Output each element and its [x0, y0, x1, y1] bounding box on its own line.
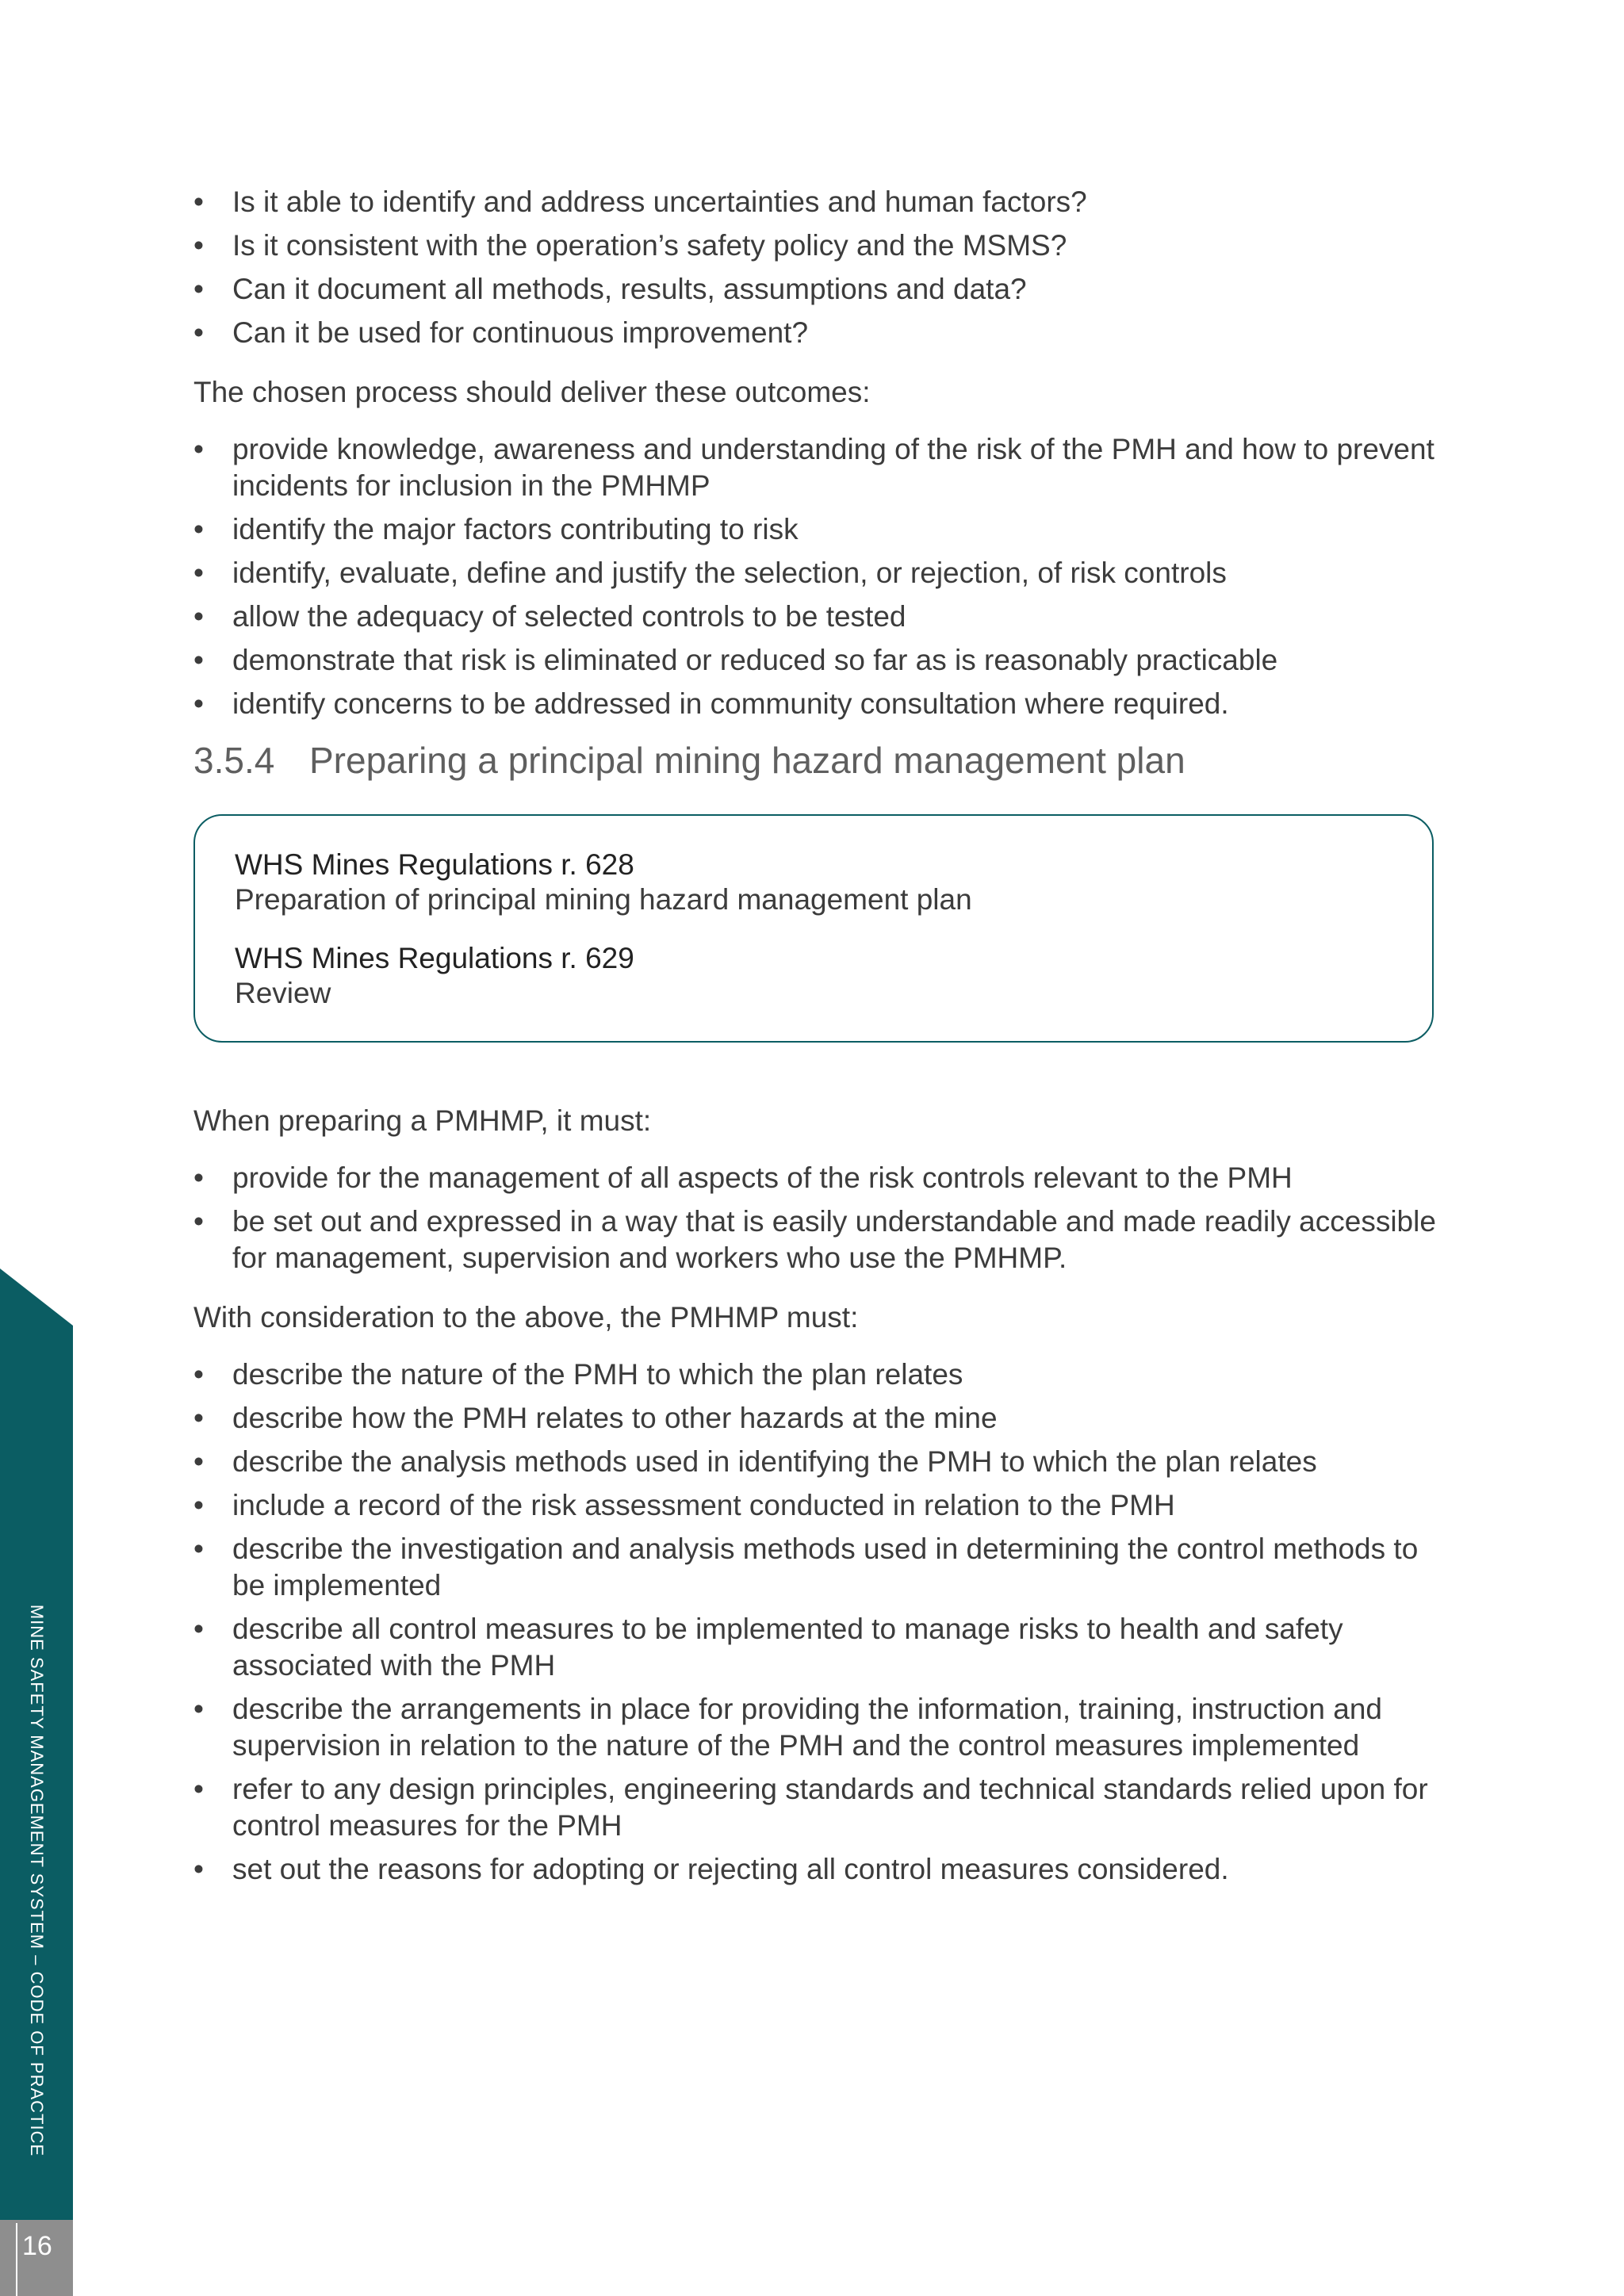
- list-item: • describe the investigation and analysis methods used in determining the control methods to be implemented: [193, 1531, 1438, 1604]
- list-item: • include a record of the risk assessment conducted in relation to the PMH: [193, 1487, 1438, 1524]
- list-item: • set out the reasons for adopting or rejecting all control measures considered.: [193, 1851, 1438, 1888]
- regulations-box: [193, 814, 1434, 1043]
- section-title: Preparing a principal mining hazard management plan: [309, 740, 1185, 781]
- list-item: • identify, evaluate, define and justify the selection, or rejection, of risk controls: [193, 555, 1438, 591]
- preparing-intro: When preparing a PMHMP, it must:: [193, 1104, 652, 1137]
- list-item: • be set out and expressed in a way that is easily understandable and made readily accessible for management, supervision and workers who use the PMHMP.: [193, 1203, 1438, 1276]
- section-number: 3.5.4: [193, 740, 275, 781]
- regulation-description: Preparation of principal mining hazard management plan: [235, 883, 972, 916]
- list-item: • identify the major factors contributing to risk: [193, 511, 1438, 548]
- regulation-title: WHS Mines Regulations r. 628: [235, 848, 634, 881]
- list-item: • identify concerns to be addressed in community consultation where required.: [193, 686, 1438, 722]
- list-item: • describe the arrangements in place for providing the information, training, instruction and supervision in relation to the nature of the PMH and the control measures implemented: [193, 1691, 1438, 1764]
- section-heading: [193, 738, 1438, 783]
- list-item: • provide for the management of all aspects of the risk controls relevant to the PMH: [193, 1160, 1438, 1196]
- main-content: [193, 184, 1438, 1895]
- must-list: [193, 1357, 1438, 1888]
- must-intro: With consideration to the above, the PMHMP must:: [193, 1301, 859, 1334]
- page-number-rule: [16, 2223, 17, 2296]
- question-list: [193, 184, 1438, 351]
- outcomes-list: [193, 431, 1438, 722]
- list-item: • describe how the PMH relates to other hazards at the mine: [193, 1400, 1438, 1437]
- sidebar-title-text: MINE SAFETY MANAGEMENT SYSTEM – CODE OF PRACTICE: [27, 1604, 47, 2157]
- page-number: 16: [22, 2231, 52, 2261]
- list-item: • describe all control measures to be implemented to manage risks to health and safety associated with the PMH: [193, 1611, 1438, 1684]
- page-number-box: [0, 2220, 73, 2296]
- list-item: • describe the nature of the PMH to which the plan relates: [193, 1357, 1438, 1393]
- list-item: • Can it document all methods, results, assumptions and data?: [193, 271, 1438, 308]
- list-item: • Can it be used for continuous improvement?: [193, 315, 1438, 351]
- list-item: • allow the adequacy of selected controls to be tested: [193, 599, 1438, 635]
- list-item: • demonstrate that risk is eliminated or reduced so far as is reasonably practicable: [193, 642, 1438, 679]
- list-item: • provide knowledge, awareness and understanding of the risk of the PMH and how to prevent incidents for inclusion in the PMHMP: [193, 431, 1438, 504]
- outcomes-intro: The chosen process should deliver these outcomes:: [193, 376, 871, 408]
- preparing-list: [193, 1160, 1438, 1276]
- list-item: • refer to any design principles, engineering standards and technical standards relied upon for control measures for the PMH: [193, 1771, 1438, 1844]
- regulation-title: WHS Mines Regulations r. 629: [235, 942, 634, 974]
- list-item: • Is it able to identify and address uncertainties and human factors?: [193, 184, 1438, 220]
- list-item: • describe the analysis methods used in identifying the PMH to which the plan relates: [193, 1444, 1438, 1480]
- regulation-description: Review: [235, 977, 331, 1009]
- list-item: • Is it consistent with the operation’s safety policy and the MSMS?: [193, 228, 1438, 264]
